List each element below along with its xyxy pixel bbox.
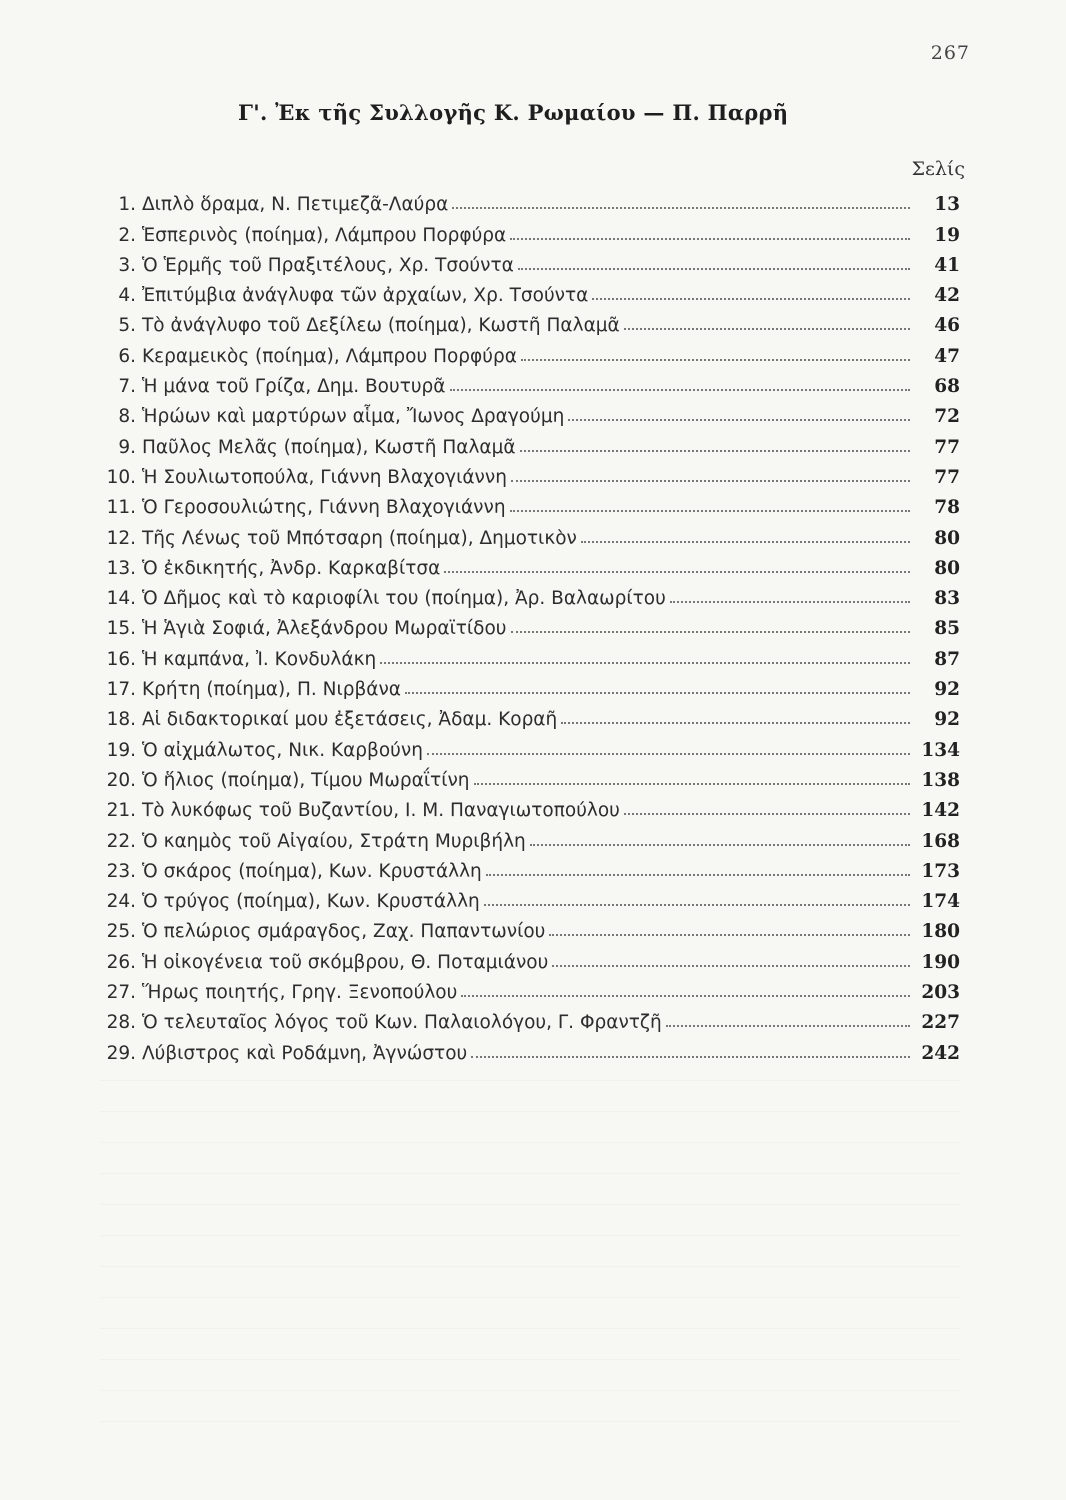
toc-entry-page: 174 (921, 891, 960, 913)
toc-entry-number: 16. (106, 648, 136, 670)
toc-entry-title: Τὸ ἀνάγλυφο τοῦ Δεξίλεω (ποίημα), Κωστῆ Παλαμᾶ (142, 315, 620, 337)
toc-entry (100, 791, 960, 821)
toc-entry (100, 700, 960, 730)
dot-leader (666, 1025, 910, 1027)
dot-leader (624, 328, 910, 330)
dot-leader (581, 541, 910, 543)
dot-leader (444, 571, 910, 573)
toc-entry (100, 276, 960, 306)
toc-entry (100, 215, 960, 245)
toc-entry (100, 427, 960, 457)
toc-entry-title: Κεραμεικὸς (ποίημα), Λάμπρου Πορφύρα (142, 345, 517, 367)
toc-entry (100, 912, 960, 942)
toc-entry-number: 28. (106, 1012, 136, 1034)
toc-entry-page: 142 (921, 800, 960, 822)
toc-entry (100, 730, 960, 760)
toc-entry-number: 9. (118, 436, 136, 458)
dot-leader (511, 631, 910, 633)
toc-entry (100, 488, 960, 518)
toc-entry-number: 26. (106, 951, 136, 973)
dot-leader (549, 934, 910, 936)
toc-entry-title: Ἡ Σουλιωτοπούλα, Γιάννη Βλαχογιάννη (142, 466, 507, 488)
toc-entry-number: 7. (118, 376, 136, 398)
toc-entry-title: Τὸ λυκόφως τοῦ Βυζαντίου, Ι. Μ. Παναγιωτοπούλου (142, 800, 620, 822)
toc-entry-number: 27. (106, 982, 136, 1004)
toc-entry (100, 973, 960, 1003)
toc-entry-title: Ὁ αἰχμάλωτος, Νικ. Καρβούνη (142, 739, 423, 761)
toc-entry-number: 23. (106, 860, 136, 882)
toc-entry-title: Διπλὸ ὅραμα, Ν. Πετιμεζᾶ-Λαύρα (142, 194, 449, 216)
toc-entry (100, 639, 960, 669)
toc-entry-page: 227 (921, 1012, 960, 1034)
toc-entry-page: 173 (921, 860, 960, 882)
toc-entry-title: Ὁ Γεροσουλιώτης, Γιάννη Βλαχογιάννη (142, 497, 506, 519)
toc-entry-title: Ὁ πελώριος σμάραγδος, Ζαχ. Παπαντωνίου (142, 921, 546, 943)
dot-leader (471, 1056, 910, 1058)
toc-entry-title: Ἡ οἰκογένεια τοῦ σκόμβρου, Θ. Ποταμιάνου (142, 951, 549, 973)
dot-leader (461, 995, 910, 997)
toc-entry (100, 518, 960, 548)
toc-entry-page: 42 (934, 285, 960, 307)
dot-leader (518, 268, 910, 270)
toc-entry-title: Ὁ τελευταῖος λόγος τοῦ Κων. Παλαιολόγου, Γ. Φραντζῆ (142, 1012, 662, 1034)
toc-entry-page: 41 (934, 254, 960, 276)
toc-entry-number: 25. (106, 921, 136, 943)
toc-entry-page: 92 (934, 709, 960, 731)
toc-entry-number: 22. (106, 830, 136, 852)
dot-leader (486, 874, 910, 876)
toc-entry-title: Ὁ ἥλιος (ποίημα), Τίμου Μωραΐτίνη (142, 769, 470, 791)
toc-entry (100, 246, 960, 276)
toc-entry-title: Ὁ Ἑρμῆς τοῦ Πραξιτέλους, Χρ. Τσούντα (142, 254, 514, 276)
toc-entry (100, 306, 960, 336)
toc-entry-page: 92 (934, 679, 960, 701)
toc-entry (100, 761, 960, 791)
toc-entry-title: Κρήτη (ποίημα), Π. Νιρβάνα (142, 679, 401, 701)
toc-entry-page: 13 (934, 194, 960, 216)
toc-entry-title: Ἡρώων καὶ μαρτύρων αἷμα, Ἴωνος Δραγούμη (142, 406, 565, 428)
dot-leader (568, 419, 910, 421)
toc-entry-page: 80 (934, 527, 960, 549)
toc-entry (100, 852, 960, 882)
toc-entry-page: 190 (921, 951, 960, 973)
toc-entry-page: 19 (934, 224, 960, 246)
toc-entry-title: Τῆς Λένως τοῦ Μπότσαρη (ποίημα), Δημοτικὸν (142, 527, 577, 549)
toc-entry-number: 10. (106, 466, 136, 488)
toc-entry-number: 17. (106, 679, 136, 701)
table-of-contents (100, 185, 960, 1064)
toc-entry-title: Ἡ Ἁγιὰ Σοφιά, Ἀλεξάνδρου Μωραϊτίδου (142, 618, 507, 640)
toc-entry-page: 134 (921, 739, 960, 761)
toc-entry-number: 24. (106, 891, 136, 913)
dot-leader (511, 480, 910, 482)
toc-entry-page: 180 (921, 921, 960, 943)
toc-entry-number: 8. (118, 406, 136, 428)
pages-column-header: Σελίς (911, 158, 965, 180)
bleed-through-shadow (100, 1050, 960, 1450)
toc-entry-number: 21. (106, 800, 136, 822)
dot-leader (510, 510, 910, 512)
dot-leader (561, 722, 910, 724)
dot-leader (452, 207, 910, 209)
toc-entry (100, 458, 960, 488)
toc-entry (100, 185, 960, 215)
toc-entry-number: 14. (106, 588, 136, 610)
toc-entry-number: 4. (118, 285, 136, 307)
toc-entry-number: 15. (106, 618, 136, 640)
toc-entry-title: Ὁ τρύγος (ποίημα), Κων. Κρυστάλλη (142, 891, 480, 913)
dot-leader (670, 601, 910, 603)
dot-leader (510, 238, 910, 240)
toc-entry-page: 47 (934, 345, 960, 367)
toc-entry-title: Ἡ μάνα τοῦ Γρίζα, Δημ. Βουτυρᾶ (142, 376, 446, 398)
toc-entry-title: Ἡ καμπάνα, Ἰ. Κονδυλάκη (142, 648, 377, 670)
toc-entry-number: 5. (118, 315, 136, 337)
toc-entry-number: 3. (118, 254, 136, 276)
toc-entry (100, 1003, 960, 1033)
toc-entry (100, 1033, 960, 1063)
toc-entry-number: 19. (106, 739, 136, 761)
toc-entry-title: Ὁ ἐκδικητής, Ἀνδρ. Καρκαβίτσα (142, 557, 441, 579)
toc-entry-page: 80 (934, 557, 960, 579)
toc-entry-number: 2. (118, 224, 136, 246)
toc-entry-page: 77 (934, 466, 960, 488)
dot-leader (484, 904, 910, 906)
toc-entry-number: 1. (118, 194, 136, 216)
toc-entry-page: 83 (934, 588, 960, 610)
toc-entry (100, 609, 960, 639)
dot-leader (624, 813, 910, 815)
toc-entry (100, 367, 960, 397)
section-title: Γ'. Ἐκ τῆς Συλλογῆς Κ. Ρωμαίου — Π. Παρρῆ (238, 100, 789, 125)
toc-entry-page: 203 (921, 982, 960, 1004)
toc-entry-title: Ἑσπερινὸς (ποίημα), Λάμπρου Πορφύρα (142, 224, 507, 246)
dot-leader (521, 359, 910, 361)
toc-entry (100, 579, 960, 609)
toc-entry-page: 242 (921, 1042, 960, 1064)
toc-entry-number: 29. (106, 1042, 136, 1064)
toc-entry-page: 168 (921, 830, 960, 852)
toc-entry-page: 77 (934, 436, 960, 458)
dot-leader (427, 753, 910, 755)
toc-entry-title: Ἥρως ποιητής, Γρηγ. Ξενοπούλου (142, 982, 458, 1004)
dot-leader (592, 298, 910, 300)
toc-entry-title: Ἐπιτύμβια ἀνάγλυφα τῶν ἀρχαίων, Χρ. Τσούντα (142, 285, 589, 307)
dot-leader (530, 844, 910, 846)
dot-leader (552, 965, 910, 967)
toc-entry-title: Αἱ διδακτορικαί μου ἐξετάσεις, Ἀδαμ. Κοραῆ (142, 709, 558, 731)
dot-leader (474, 783, 910, 785)
toc-entry-number: 6. (118, 345, 136, 367)
toc-entry-number: 13. (106, 557, 136, 579)
toc-entry-page: 85 (934, 618, 960, 640)
toc-entry-title: Ὁ σκάρος (ποίημα), Κων. Κρυστάλλη (142, 860, 482, 882)
toc-entry-number: 20. (106, 769, 136, 791)
toc-entry-page: 68 (934, 376, 960, 398)
toc-entry-title: Ὁ Δῆμος καὶ τὸ καριοφίλι του (ποίημα), Ἀρ. Βαλαωρίτου (142, 588, 666, 610)
toc-entry (100, 882, 960, 912)
toc-entry (100, 549, 960, 579)
page-number: 267 (930, 42, 970, 64)
dot-leader (405, 692, 910, 694)
toc-entry (100, 821, 960, 851)
toc-entry-title: Ὁ καημὸς τοῦ Αἰγαίου, Στράτη Μυριβήλη (142, 830, 526, 852)
toc-entry-number: 18. (106, 709, 136, 731)
toc-entry-page: 46 (934, 315, 960, 337)
dot-leader (450, 389, 911, 391)
dot-leader (380, 662, 910, 664)
toc-entry-number: 12. (106, 527, 136, 549)
toc-entry (100, 942, 960, 972)
toc-entry (100, 336, 960, 366)
dot-leader (520, 450, 910, 452)
toc-entry-title: Παῦλος Μελᾶς (ποίημα), Κωστῆ Παλαμᾶ (142, 436, 516, 458)
toc-entry-page: 87 (934, 648, 960, 670)
toc-entry-page: 72 (934, 406, 960, 428)
toc-entry (100, 397, 960, 427)
toc-entry-number: 11. (106, 497, 136, 519)
toc-entry-page: 78 (934, 497, 960, 519)
toc-entry (100, 670, 960, 700)
toc-entry-page: 138 (921, 769, 960, 791)
toc-entry-title: Λύβιστρος καὶ Ροδάμνη, Ἀγνώστου (142, 1042, 468, 1064)
